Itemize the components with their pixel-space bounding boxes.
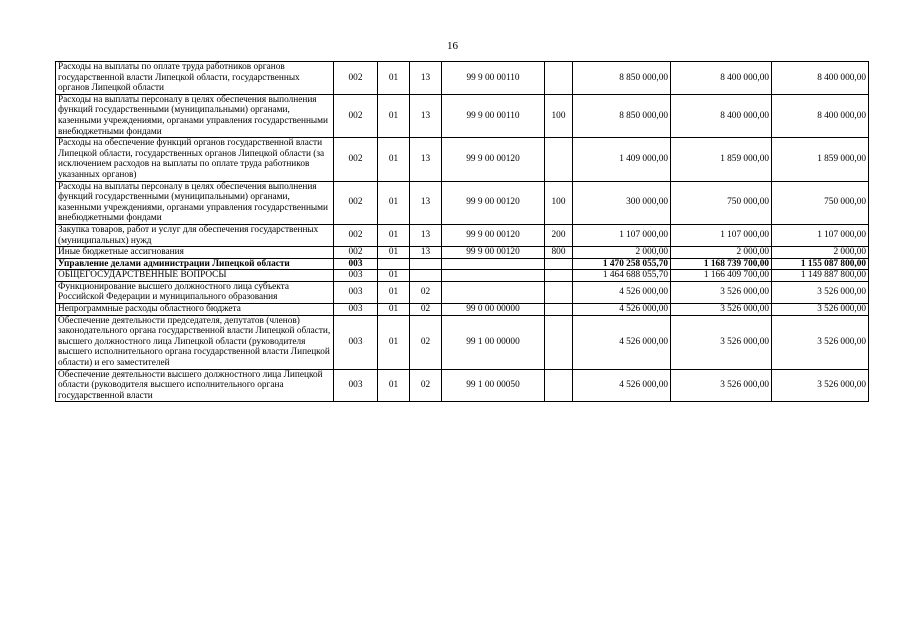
row-ved-cell: 002 xyxy=(334,247,378,259)
row-section-cell: 01 xyxy=(378,94,410,137)
row-expense-type-cell xyxy=(545,315,573,369)
row-amount-2-cell: 8 400 000,00 xyxy=(671,62,772,95)
row-subsection-cell: 02 xyxy=(410,315,442,369)
row-name-cell: Расходы на выплаты персоналу в целях обеспечения выполнения функций государственными (муниципальными) органами, казенными учреждениями, органами управления государственными внебюджетными фондами xyxy=(56,94,334,137)
row-amount-2-cell: 2 000,00 xyxy=(671,247,772,259)
row-amount-1-cell: 4 526 000,00 xyxy=(573,369,671,402)
row-ved-cell: 003 xyxy=(334,281,378,303)
row-target-article-cell xyxy=(442,281,545,303)
row-amount-2-cell: 3 526 000,00 xyxy=(671,304,772,316)
row-expense-type-cell xyxy=(545,281,573,303)
row-ved-cell: 002 xyxy=(334,94,378,137)
row-target-article-cell: 99 9 00 00110 xyxy=(442,62,545,95)
table-row xyxy=(56,181,869,224)
row-ved-cell: 003 xyxy=(334,315,378,369)
row-amount-2-cell: 1 107 000,00 xyxy=(671,224,772,246)
row-subsection-cell xyxy=(410,258,442,270)
table-row xyxy=(56,258,869,270)
row-amount-1-cell: 2 000,00 xyxy=(573,247,671,259)
row-amount-3-cell: 750 000,00 xyxy=(772,181,869,224)
row-amount-2-cell: 3 526 000,00 xyxy=(671,281,772,303)
row-ved-cell: 003 xyxy=(334,304,378,316)
row-section-cell: 01 xyxy=(378,315,410,369)
row-subsection-cell: 02 xyxy=(410,304,442,316)
row-amount-1-cell: 1 409 000,00 xyxy=(573,138,671,181)
row-ved-cell: 002 xyxy=(334,224,378,246)
row-amount-2-cell: 3 526 000,00 xyxy=(671,369,772,402)
row-name-cell: Расходы на обеспечение функций органов государственной власти Липецкой области, государственных органов Липецкой области (за исключением расходов на выплаты по оплате труда работников указанных органов) xyxy=(56,138,334,181)
row-expense-type-cell xyxy=(545,258,573,270)
row-name-cell: Обеспечение деятельности высшего должностного лица Липецкой области (руководителя высшего исполнительного органа государственной власти xyxy=(56,369,334,402)
row-target-article-cell: 99 9 00 00120 xyxy=(442,247,545,259)
row-expense-type-cell xyxy=(545,62,573,95)
row-ved-cell: 002 xyxy=(334,62,378,95)
row-subsection-cell: 13 xyxy=(410,62,442,95)
table-row xyxy=(56,224,869,246)
row-expense-type-cell xyxy=(545,138,573,181)
row-amount-3-cell: 1 155 087 800,00 xyxy=(772,258,869,270)
row-amount-2-cell: 750 000,00 xyxy=(671,181,772,224)
row-name-cell: Управление делами администрации Липецкой области xyxy=(56,258,334,270)
row-ved-cell: 003 xyxy=(334,369,378,402)
row-amount-1-cell: 1 464 688 055,70 xyxy=(573,270,671,282)
row-target-article-cell xyxy=(442,270,545,282)
row-amount-2-cell: 8 400 000,00 xyxy=(671,94,772,137)
row-section-cell: 01 xyxy=(378,270,410,282)
row-amount-2-cell: 1 168 739 700,00 xyxy=(671,258,772,270)
row-name-cell: Обеспечение деятельности председателя, депутатов (членов) законодательного органа государственной власти Липецкой области, высшего должностного лица Липецкой области (руководителя высшего исполнительного органа государственной власти Липецкой области) и его заместителей xyxy=(56,315,334,369)
page-number: 16 xyxy=(447,40,458,52)
row-expense-type-cell: 100 xyxy=(545,94,573,137)
row-expense-type-cell: 200 xyxy=(545,224,573,246)
row-section-cell: 01 xyxy=(378,62,410,95)
row-amount-3-cell: 1 107 000,00 xyxy=(772,224,869,246)
row-amount-1-cell: 4 526 000,00 xyxy=(573,315,671,369)
row-amount-1-cell: 4 526 000,00 xyxy=(573,304,671,316)
row-name-cell: Закупка товаров, работ и услуг для обеспечения государственных (муниципальных) нужд xyxy=(56,224,334,246)
row-subsection-cell: 13 xyxy=(410,224,442,246)
row-subsection-cell: 13 xyxy=(410,181,442,224)
budget-table xyxy=(55,61,869,402)
row-amount-1-cell: 8 850 000,00 xyxy=(573,94,671,137)
row-amount-3-cell: 3 526 000,00 xyxy=(772,315,869,369)
row-target-article-cell xyxy=(442,258,545,270)
row-section-cell: 01 xyxy=(378,224,410,246)
row-amount-3-cell: 2 000,00 xyxy=(772,247,869,259)
row-section-cell: 01 xyxy=(378,138,410,181)
row-target-article-cell: 99 1 00 00000 xyxy=(442,315,545,369)
row-ved-cell: 003 xyxy=(334,258,378,270)
row-target-article-cell: 99 9 00 00120 xyxy=(442,181,545,224)
row-expense-type-cell xyxy=(545,369,573,402)
row-expense-type-cell xyxy=(545,304,573,316)
row-name-cell: Расходы на выплаты по оплате труда работников органов государственной власти Липецкой области, государственных органов Липецкой области xyxy=(56,62,334,95)
row-section-cell: 01 xyxy=(378,281,410,303)
row-subsection-cell: 13 xyxy=(410,247,442,259)
row-subsection-cell: 02 xyxy=(410,281,442,303)
row-amount-3-cell: 3 526 000,00 xyxy=(772,304,869,316)
table-row xyxy=(56,304,869,316)
row-amount-3-cell: 3 526 000,00 xyxy=(772,369,869,402)
row-section-cell: 01 xyxy=(378,247,410,259)
row-amount-1-cell: 1 470 258 055,70 xyxy=(573,258,671,270)
table-row xyxy=(56,315,869,369)
row-target-article-cell: 99 0 00 00000 xyxy=(442,304,545,316)
row-target-article-cell: 99 9 00 00120 xyxy=(442,224,545,246)
row-name-cell: ОБЩЕГОСУДАРСТВЕННЫЕ ВОПРОСЫ xyxy=(56,270,334,282)
table-row xyxy=(56,369,869,402)
row-amount-1-cell: 300 000,00 xyxy=(573,181,671,224)
table-row xyxy=(56,94,869,137)
row-ved-cell: 002 xyxy=(334,181,378,224)
row-target-article-cell: 99 9 00 00120 xyxy=(442,138,545,181)
row-section-cell: 01 xyxy=(378,181,410,224)
table-row xyxy=(56,281,869,303)
table-row xyxy=(56,138,869,181)
row-amount-2-cell: 1 166 409 700,00 xyxy=(671,270,772,282)
row-name-cell: Функционирование высшего должностного лица субъекта Российской Федерации и муниципального образования xyxy=(56,281,334,303)
row-section-cell: 01 xyxy=(378,369,410,402)
row-amount-1-cell: 4 526 000,00 xyxy=(573,281,671,303)
row-ved-cell: 003 xyxy=(334,270,378,282)
row-amount-2-cell: 3 526 000,00 xyxy=(671,315,772,369)
row-name-cell: Расходы на выплаты персоналу в целях обеспечения выполнения функций государственными (муниципальными) органами, казенными учреждениями, органами управления государственными внебюджетными фондами xyxy=(56,181,334,224)
row-amount-1-cell: 1 107 000,00 xyxy=(573,224,671,246)
row-subsection-cell xyxy=(410,270,442,282)
row-amount-2-cell: 1 859 000,00 xyxy=(671,138,772,181)
row-amount-3-cell: 8 400 000,00 xyxy=(772,94,869,137)
row-amount-3-cell: 8 400 000,00 xyxy=(772,62,869,95)
row-ved-cell: 002 xyxy=(334,138,378,181)
table-body xyxy=(56,62,869,402)
row-amount-3-cell: 1 149 887 800,00 xyxy=(772,270,869,282)
row-subsection-cell: 13 xyxy=(410,138,442,181)
row-expense-type-cell: 100 xyxy=(545,181,573,224)
row-name-cell: Иные бюджетные ассигнования xyxy=(56,247,334,259)
row-amount-3-cell: 1 859 000,00 xyxy=(772,138,869,181)
row-section-cell: 01 xyxy=(378,304,410,316)
row-expense-type-cell xyxy=(545,270,573,282)
row-target-article-cell: 99 9 00 00110 xyxy=(442,94,545,137)
row-subsection-cell: 02 xyxy=(410,369,442,402)
row-name-cell: Непрограммные расходы областного бюджета xyxy=(56,304,334,316)
row-amount-1-cell: 8 850 000,00 xyxy=(573,62,671,95)
table-row xyxy=(56,270,869,282)
row-section-cell xyxy=(378,258,410,270)
row-subsection-cell: 13 xyxy=(410,94,442,137)
row-expense-type-cell: 800 xyxy=(545,247,573,259)
table-row xyxy=(56,247,869,259)
row-amount-3-cell: 3 526 000,00 xyxy=(772,281,869,303)
row-target-article-cell: 99 1 00 00050 xyxy=(442,369,545,402)
table-row xyxy=(56,62,869,95)
